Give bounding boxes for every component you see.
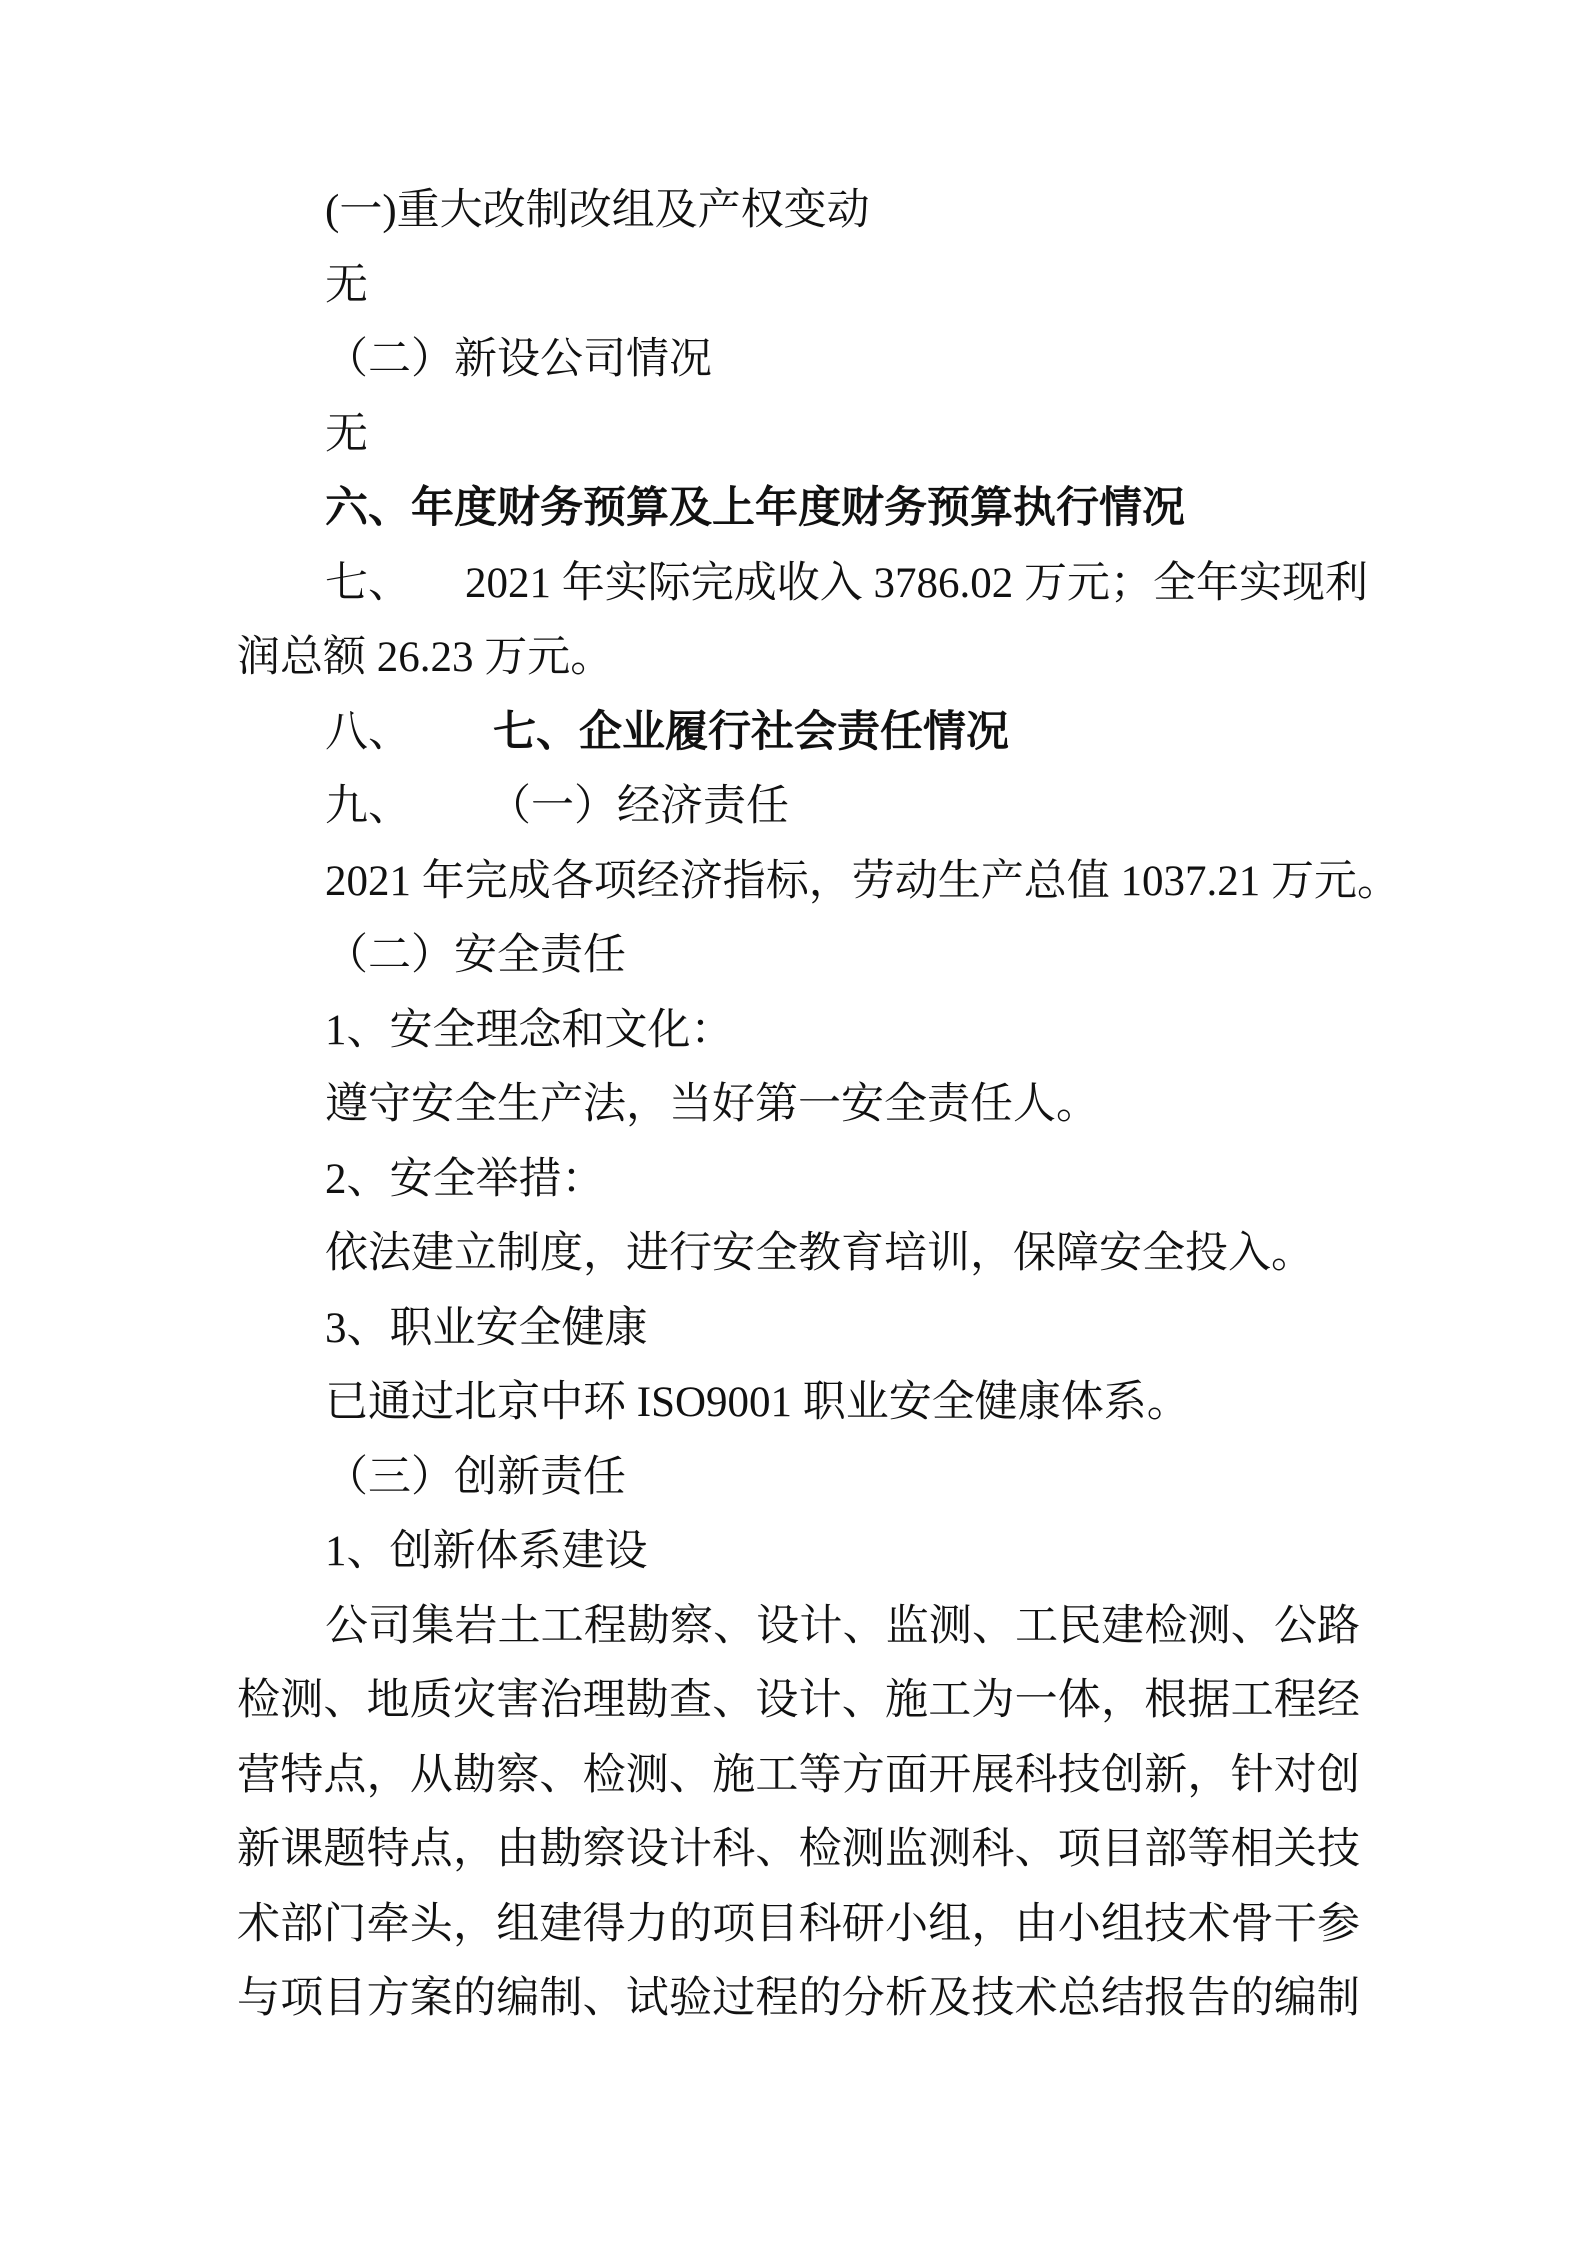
text-line (237, 919, 1360, 994)
text-segment: 2、安全举措： (325, 1155, 605, 1203)
text-segment: 2021 年完成各项经济指标，劳动生产总值 1037.21 万元。 (325, 857, 1400, 905)
bold-text-segment: 六、年度财务预算及上年度财务预算执行情况 (325, 485, 1185, 532)
text-segment: （二）新设公司情况 (325, 336, 712, 383)
text-line (237, 1590, 1360, 1665)
text-line (237, 1813, 1360, 1888)
text-line (237, 696, 1360, 771)
text-segment: 新课题特点，由勘察设计科、检测监测科、项目部等相关技 (237, 1826, 1360, 1873)
text-segment: 1、安全理念和文化： (325, 1006, 734, 1054)
text-segment: 润总额 26.23 万元。 (237, 634, 614, 681)
text-segment: 3、职业安全健康 (325, 1304, 648, 1352)
text-line (237, 770, 1360, 845)
text-line (237, 1143, 1360, 1218)
tab-space (411, 745, 493, 746)
text-segment: 2021 年实际完成收入 3786.02 万元；全年实现利 (465, 559, 1368, 607)
text-segment: 遵守安全生产法，当好第一安全责任人。 (325, 1081, 1099, 1128)
text-line (237, 621, 1360, 696)
text-line (237, 1739, 1360, 1814)
text-segment: 1、创新体系建设 (325, 1528, 648, 1575)
text-line (237, 994, 1360, 1069)
text-line (237, 1366, 1360, 1441)
text-line (237, 1068, 1360, 1143)
text-line (237, 547, 1368, 622)
text-segment: 术部门牵头，组建得力的项目科研小组，由小组技术骨干参 (237, 1900, 1360, 1948)
text-line (237, 472, 1360, 547)
text-line (237, 398, 1360, 473)
text-line (237, 323, 1360, 398)
text-line (237, 174, 1360, 249)
text-segment: 八、 (325, 708, 411, 756)
text-segment: 无 (325, 261, 368, 309)
text-line (237, 845, 1400, 920)
document-body (237, 174, 1400, 2037)
text-segment: （三）创新责任 (325, 1453, 626, 1501)
text-segment: 营特点，从勘察、检测、施工等方面开展科技创新，针对创 (237, 1751, 1360, 1799)
text-segment: (一)重大改制改组及产权变动 (325, 187, 870, 234)
tab-space (411, 819, 488, 820)
text-segment: 检测、地质灾害治理勘查、设计、施工为一体，根据工程经 (237, 1677, 1360, 1724)
text-line (237, 1888, 1360, 1963)
text-segment: （一）经济责任 (488, 783, 789, 830)
text-segment: 与项目方案的编制、试验过程的分析及技术总结报告的编制 (237, 1975, 1360, 2022)
text-segment: 九、 (325, 783, 411, 830)
text-segment: 依法建立制度，进行安全教育培训，保障安全投入。 (325, 1230, 1314, 1277)
text-line (237, 1217, 1360, 1292)
tab-space (411, 596, 465, 597)
text-segment: 无 (325, 410, 368, 458)
text-segment: 公司集岩土工程勘察、设计、监测、工民建检测、公路 (325, 1602, 1360, 1650)
text-line (237, 1441, 1360, 1516)
text-line (237, 249, 1360, 324)
text-line (237, 1664, 1360, 1739)
text-line (237, 1292, 1360, 1367)
text-line (237, 1962, 1360, 2037)
text-segment: 七、 (325, 559, 411, 607)
text-segment: （二）安全责任 (325, 932, 626, 979)
bold-text-segment: 七、企业履行社会责任情况 (493, 708, 1009, 756)
text-segment: 已通过北京中环 ISO9001 职业安全健康体系。 (325, 1379, 1190, 1426)
text-line (237, 1515, 1360, 1590)
